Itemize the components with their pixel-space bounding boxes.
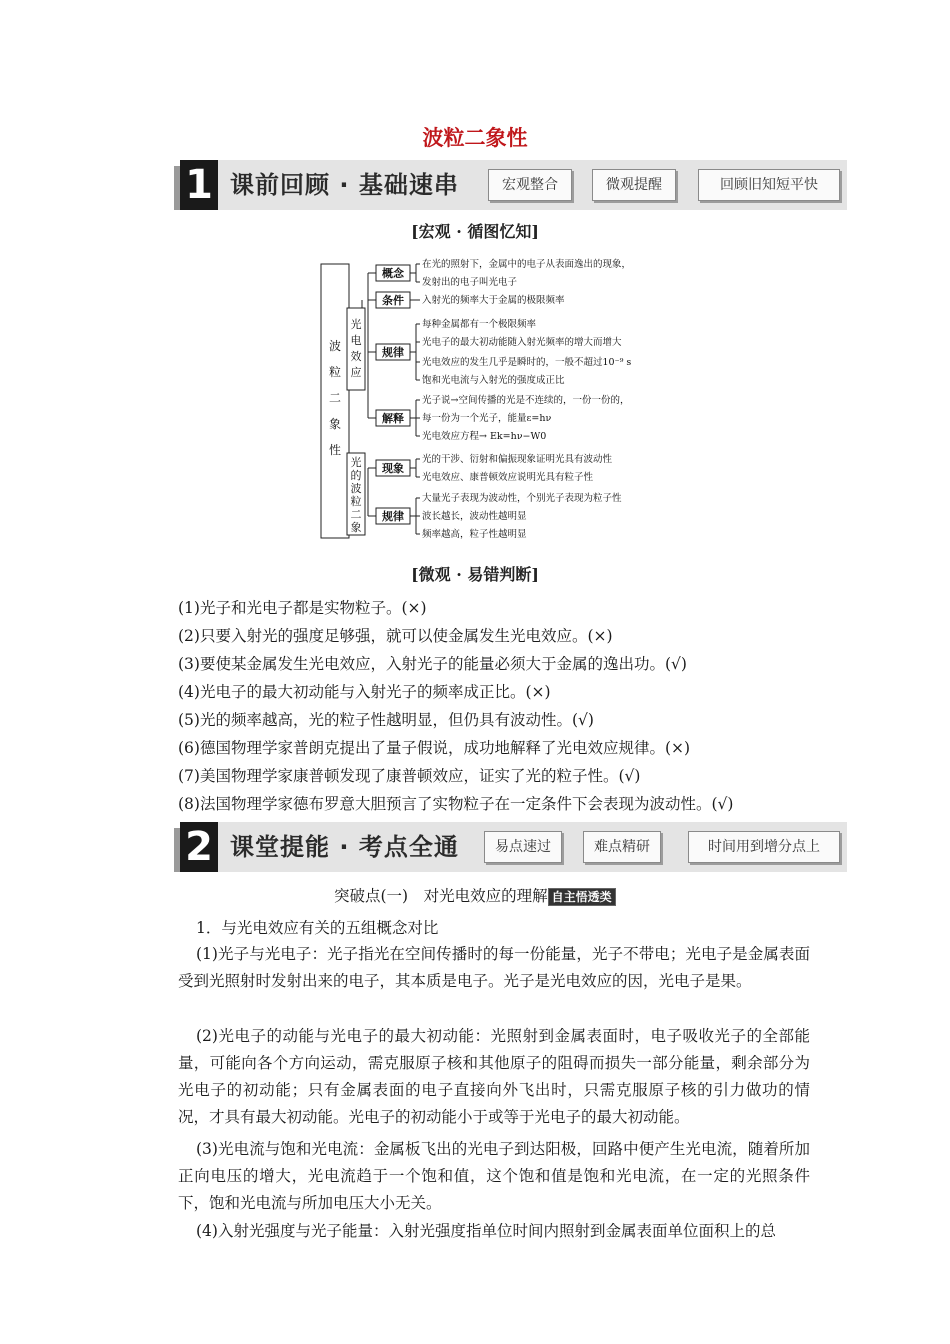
self-study-badge: 自主悟透类 [548,888,616,906]
paragraph-3: (3)光电流与饱和光电流：金属板飞出的光电子到达阳极，回路中便产生光电流，随着所加正向电压的增大，光电流趋于一个饱和值，这个饱和值是饱和光电流，在一定的光照条件下，饱和光电流与所加电压大小无关。 [178,1140,810,1212]
section-number-2: 2 [180,822,218,872]
svg-text:光电效应方程→ Ek=hν−W0: 光电效应方程→ Ek=hν−W0 [422,431,547,442]
micro-reminder-button[interactable]: 微观提醒 [592,169,676,201]
svg-text:饱和光电流与入射光的强度成正比: 饱和光电流与入射光的强度成正比 [422,375,565,386]
score-points-button[interactable]: 时间用到增分点上 [688,831,840,863]
item1-heading: 1．与光电效应有关的五组概念对比 [196,919,439,937]
easy-points-button[interactable]: 易点速过 [484,831,562,863]
statement-8: (8)法国物理学家德布罗意大胆预言了实物粒子在一定条件下会表现为波动性。(√) [178,795,734,813]
breakpoint-heading [334,884,616,906]
section-title-1: 课前回顾 · 基础速串 [230,171,459,199]
page-title: 波粒二象性 [422,125,528,150]
svg-text:光的干涉、衍射和偏振现象证明光具有波动性: 光的干涉、衍射和偏振现象证明光具有波动性 [422,454,613,465]
section-banner-2 [180,822,847,872]
section-number-1: 1 [180,160,218,210]
svg-text:波长越长，波动性越明显: 波长越长，波动性越明显 [422,511,527,522]
statement-1: (1)光子和光电子都是实物粒子。(×) [178,599,427,617]
svg-text:应: 应 [350,366,362,379]
macro-heading: [宏观 · 循图忆知] [411,222,539,241]
paragraph-1: (1)光子与光电子：光子指光在空间传播时的每一份能量，光子不带电；光电子是金属表面受到光照射时发射出来的电子，其本质是电子。光子是光电效应的因，光电子是果。 [178,945,810,990]
node-concept-label: 概念 [382,267,404,280]
node-condition-label: 条件 [382,294,404,307]
node-law2-label: 规律 [382,510,404,523]
svg-text:大量光子表现为波动性，个别光子表现为粒子性: 大量光子表现为波动性，个别光子表现为粒子性 [422,493,622,504]
svg-text:发射出的电子叫光电子: 发射出的电子叫光电子 [422,277,518,288]
svg-text:光电效应、康普顿效应说明光具有粒子性: 光电效应、康普顿效应说明光具有粒子性 [422,472,594,483]
node-law-label: 规律 [382,346,404,359]
quick-review-button[interactable]: 回顾旧知短平快 [698,169,840,201]
mindmap-root-char: 粒 [328,365,342,379]
concept-mindmap [318,258,668,542]
mindmap-root-char: 性 [328,443,342,457]
svg-text:电: 电 [350,334,362,347]
statement-3: (3)要使某金属发生光电效应，入射光子的能量必须大于金属的逸出功。(√) [178,655,687,673]
node-phenomenon-label: 现象 [382,462,404,475]
statement-2: (2)只要入射光的强度足够强，就可以使金属发生光电效应。(×) [178,627,613,645]
mindmap-root-char: 象 [328,417,342,431]
micro-heading: [微观 · 易错判断] [411,565,539,584]
svg-text:粒: 粒 [350,495,362,508]
svg-text:每一份为一个光子，能量ε=hν: 每一份为一个光子，能量ε=hν [422,413,552,424]
mindmap-root-char: 波 [328,339,342,353]
breakpoint-title: 突破点(一) 对光电效应的理解 [334,887,548,905]
statement-7: (7)美国物理学家康普顿发现了康普顿效应，证实了光的粒子性。(√) [178,767,641,785]
statement-6: (6)德国物理学家普朗克提出了量子假说，成功地解释了光电效应规律。(×) [178,739,691,757]
svg-text:二: 二 [350,508,362,521]
statement-5: (5)光的频率越高，光的粒子性越明显，但仍具有波动性。(√) [178,711,594,729]
svg-text:入射光的频率大于金属的极限频率: 入射光的频率大于金属的极限频率 [422,295,565,306]
node-explain-label: 解释 [382,412,404,425]
svg-text:波: 波 [350,482,362,495]
svg-text:光: 光 [350,456,362,469]
svg-text:频率越高，粒子性越明显: 频率越高，粒子性越明显 [422,529,527,540]
paragraph-4: (4)入射光强度与光子能量：入射光强度指单位时间内照射到金属表面单位面积上的总 [196,1222,776,1240]
svg-text:的: 的 [350,469,362,482]
svg-text:光电效应的发生几乎是瞬时的，一般不超过10⁻⁹ s: 光电效应的发生几乎是瞬时的，一般不超过10⁻⁹ s [422,357,632,368]
paragraph-2: (2)光电子的动能与光电子的最大初动能：光照射到金属表面时，电子吸收光子的全部能量，可能向各个方向运动，需克服原子核和其他原子的阻碍而损失一部分能量，剩余部分为光电子的初动能；只有金属表面的电子直接向外飞出时，只需克服原子核的引力做功的情况，才具有最大初动能。光电子的初动能小于或等于光电子的最大初动能。 [178,1027,810,1126]
svg-text:效: 效 [350,350,362,363]
svg-text:光电子的最大初动能随入射光频率的增大而增大: 光电子的最大初动能随入射光频率的增大而增大 [422,337,622,348]
svg-text:在光的照射下，金属中的电子从表面逸出的现象，: 在光的照射下，金属中的电子从表面逸出的现象， [422,259,632,270]
section-banner-1 [180,160,847,210]
svg-text:每种金属都有一个极限频率: 每种金属都有一个极限频率 [422,319,537,330]
mindmap-root-char: 二 [328,391,342,405]
hard-points-button[interactable]: 难点精研 [583,831,661,863]
macro-integration-button[interactable]: 宏观整合 [488,169,572,201]
svg-text:光: 光 [350,318,362,331]
svg-text:象: 象 [350,521,362,534]
svg-text:光子说→空间传播的光是不连续的，一份一份的，: 光子说→空间传播的光是不连续的，一份一份的， [422,395,630,406]
statement-4: (4)光电子的最大初动能与入射光子的频率成正比。(×) [178,683,551,701]
section-title-2: 课堂提能 · 考点全通 [230,833,459,861]
